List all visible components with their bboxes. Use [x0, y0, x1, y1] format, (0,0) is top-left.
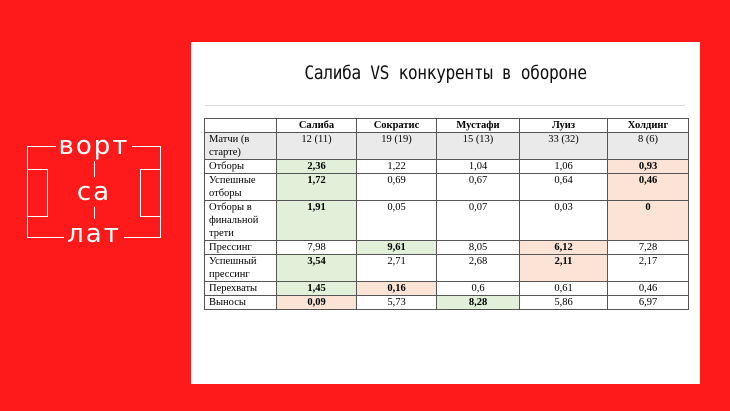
- title-divider: [205, 105, 685, 106]
- table-cell: 0,64: [520, 174, 608, 201]
- column-header-empty: [205, 119, 277, 133]
- table-cell: 33 (32): [520, 133, 608, 160]
- table-cell: 2,11: [520, 255, 608, 282]
- column-header-holding: Холдинг: [608, 119, 689, 133]
- row-label: Перехваты: [205, 282, 277, 296]
- table-cell: 8,05: [437, 241, 520, 255]
- table-cell: 6,97: [608, 296, 689, 310]
- table-cell: 2,71: [357, 255, 437, 282]
- table-cell: 1,22: [357, 160, 437, 174]
- logo-text-line2: са: [27, 178, 161, 206]
- slide-panel: [191, 42, 700, 384]
- table-cell: 0,03: [520, 201, 608, 241]
- table-cell: 1,45: [277, 282, 357, 296]
- table-cell: 8,28: [437, 296, 520, 310]
- column-header-saliba: Салиба: [277, 119, 357, 133]
- table-row: [205, 201, 689, 241]
- table-cell: 0,09: [277, 296, 357, 310]
- table-cell: 1,06: [520, 160, 608, 174]
- table-cell: 3,54: [277, 255, 357, 282]
- table-cell: 0,61: [520, 282, 608, 296]
- table-cell: 0,05: [357, 201, 437, 241]
- row-label: Прессинг: [205, 241, 277, 255]
- table-row: [205, 241, 689, 255]
- table-cell: 6,12: [520, 241, 608, 255]
- table-row: [205, 282, 689, 296]
- table-cell: 9,61: [357, 241, 437, 255]
- table-cell: 12 (11): [277, 133, 357, 160]
- slide-title: Салиба VS конкуренты в обороне: [304, 62, 587, 84]
- table-cell: 8 (6): [608, 133, 689, 160]
- table-cell: 0,67: [437, 174, 520, 201]
- table-cell: 0,69: [357, 174, 437, 201]
- table-cell: 7,98: [277, 241, 357, 255]
- column-header-mustafi: Мустафи: [437, 119, 520, 133]
- table-cell: 0,46: [608, 174, 689, 201]
- table-cell: 0,46: [608, 282, 689, 296]
- table-cell: 7,28: [608, 241, 689, 255]
- table-cell: 15 (13): [437, 133, 520, 160]
- table-cell: 0: [608, 201, 689, 241]
- row-label: Успешные отборы: [205, 174, 277, 201]
- table-cell: 0,6: [437, 282, 520, 296]
- table-cell: 2,17: [608, 255, 689, 282]
- table-cell: 1,91: [277, 201, 357, 241]
- table-row: [205, 255, 689, 282]
- table-cell: 0,07: [437, 201, 520, 241]
- table-cell: 5,73: [357, 296, 437, 310]
- table-cell: 2,68: [437, 255, 520, 282]
- column-header-sokratis: Сократис: [357, 119, 437, 133]
- row-label: Успешный прессинг: [205, 255, 277, 282]
- table-cell: 2,36: [277, 160, 357, 174]
- table-cell: 0,93: [608, 160, 689, 174]
- column-header-luiz: Луиз: [520, 119, 608, 133]
- row-label: Матчи (в старте): [205, 133, 277, 160]
- table-row: [205, 133, 689, 160]
- table-cell: 19 (19): [357, 133, 437, 160]
- stats-table: [204, 118, 689, 310]
- logo-text-line1: ворт: [27, 132, 161, 160]
- table-cell: 0,16: [357, 282, 437, 296]
- row-label: Отборы: [205, 160, 277, 174]
- table-cell: 1,04: [437, 160, 520, 174]
- table-cell: 5,86: [520, 296, 608, 310]
- table-row: [205, 160, 689, 174]
- logo-text-line3: лат: [27, 220, 161, 248]
- row-label: Отборы в финальной трети: [205, 201, 277, 241]
- table-row: [205, 174, 689, 201]
- table-cell: 1,72: [277, 174, 357, 201]
- row-label: Выносы: [205, 296, 277, 310]
- table-row: [205, 296, 689, 310]
